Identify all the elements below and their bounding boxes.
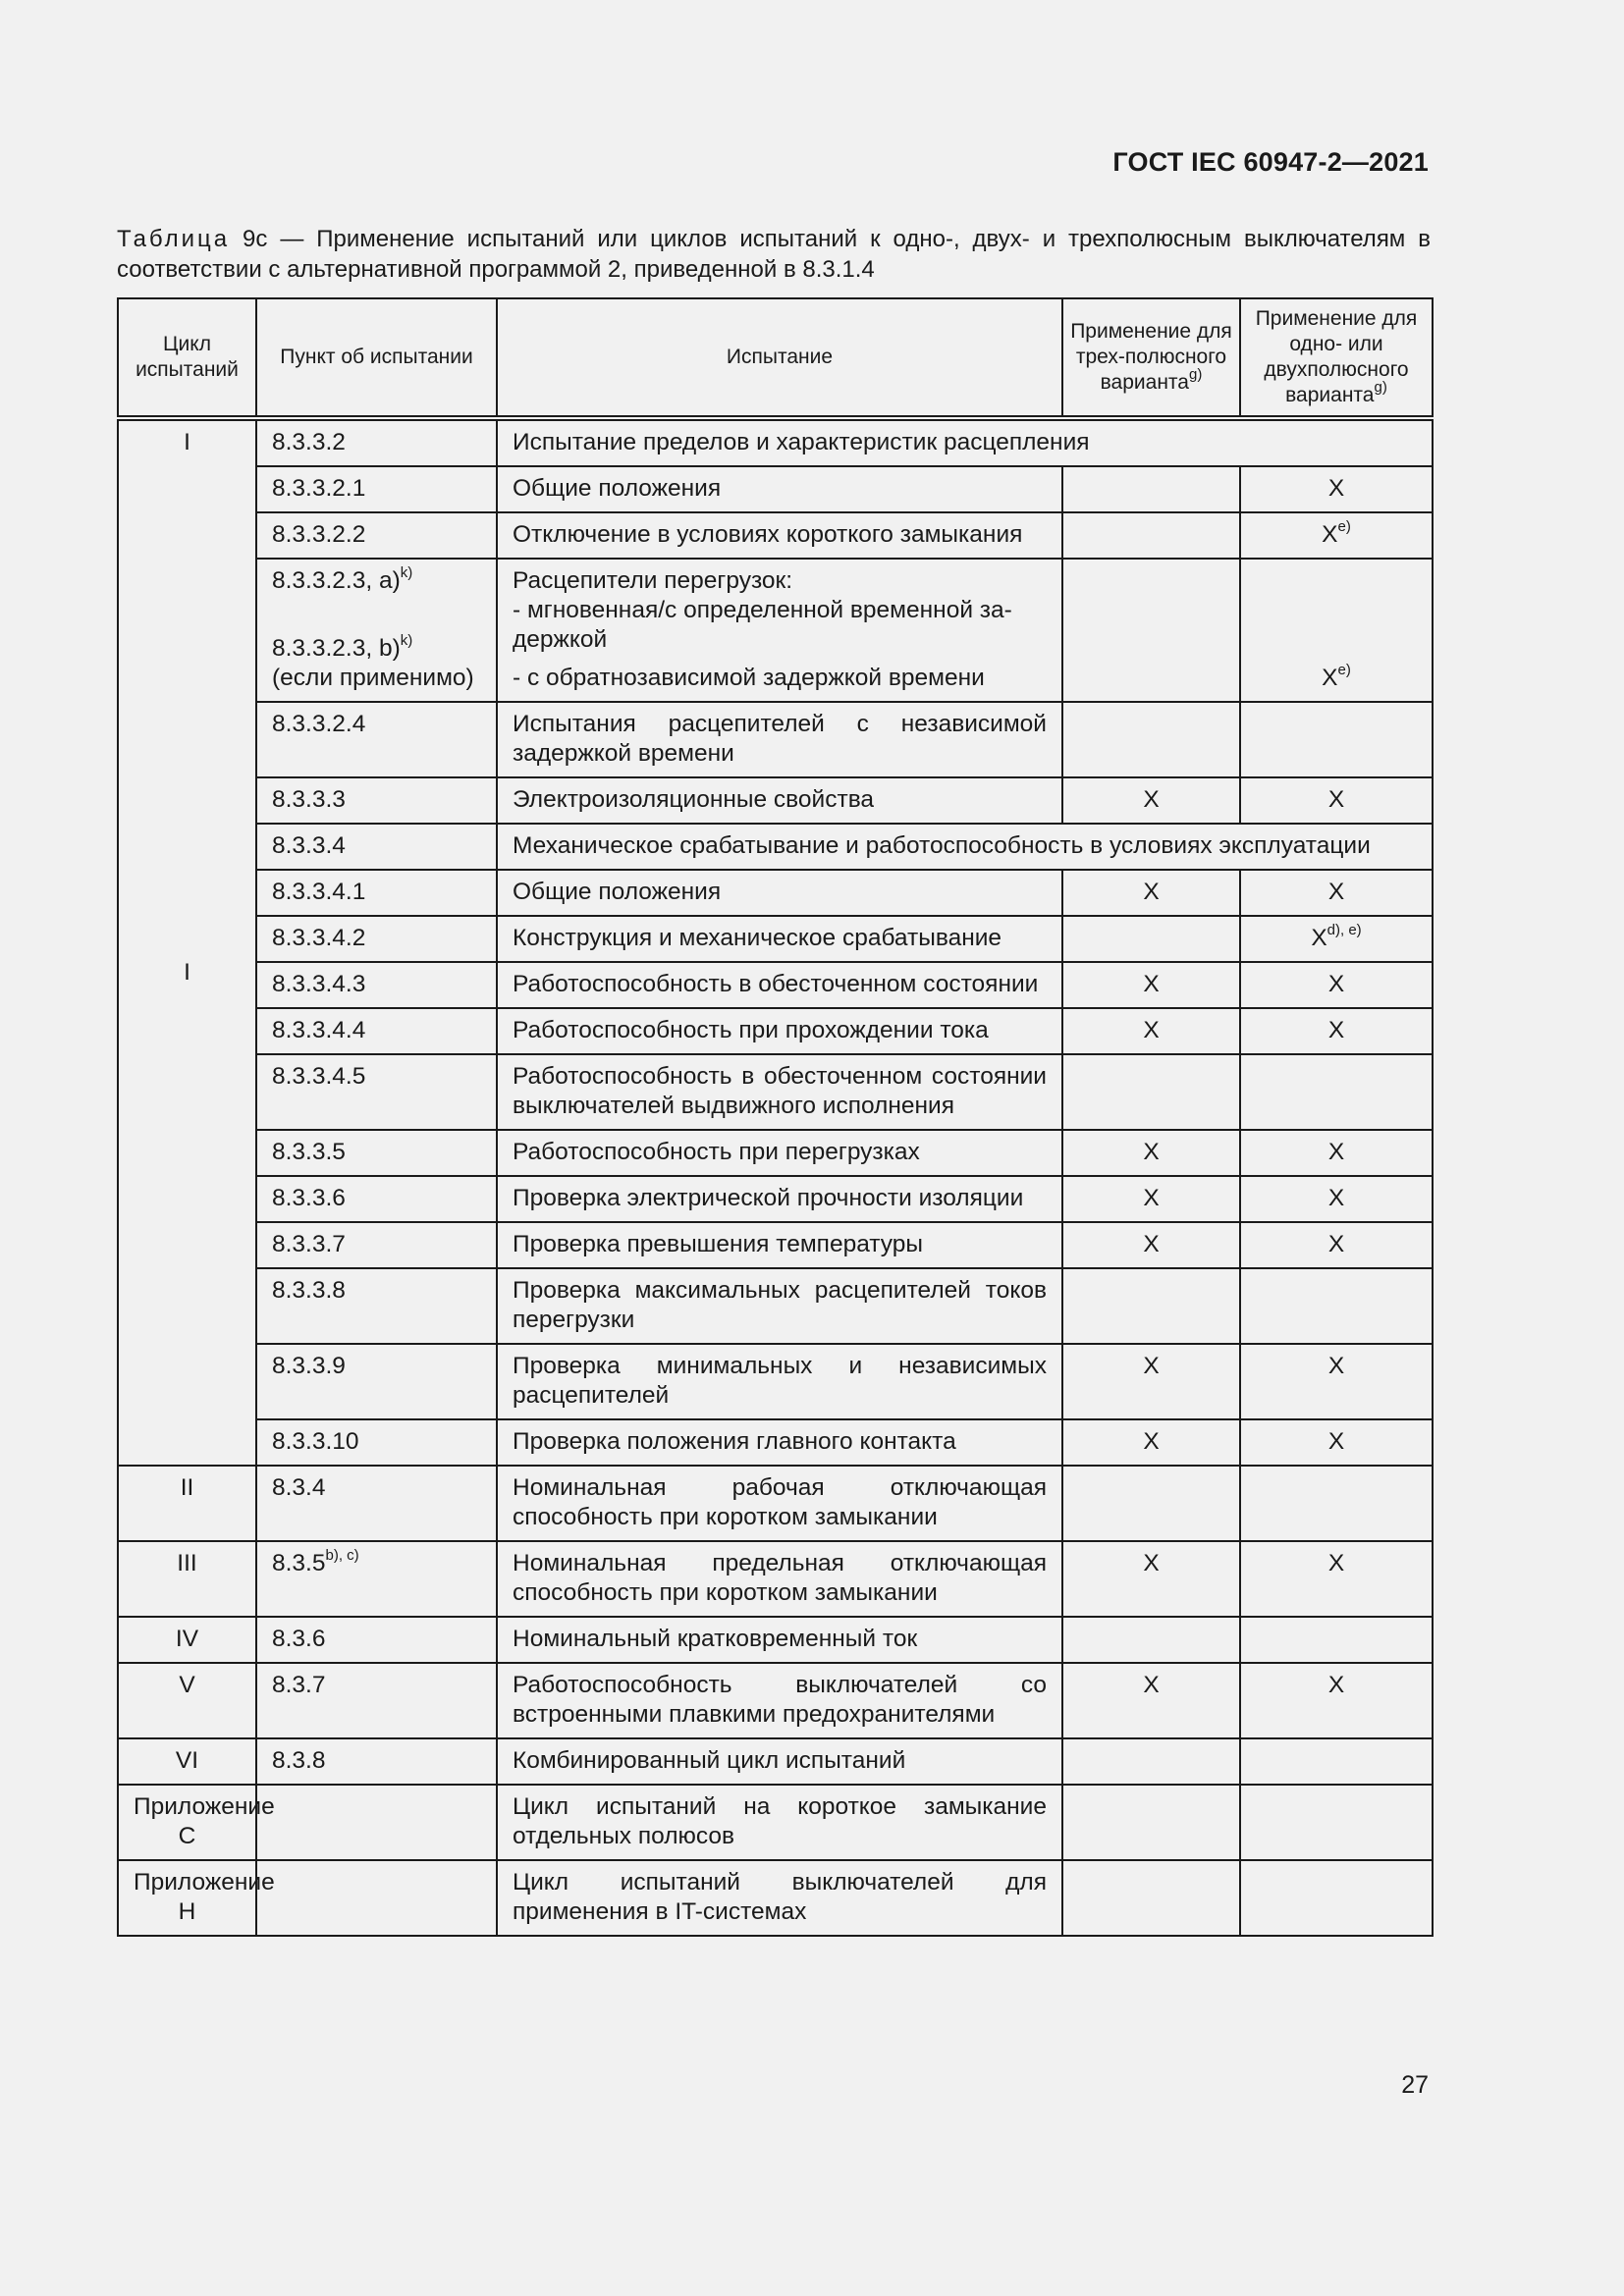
test-cell: Номинальная предельная отключающая способность при коротком замыкании bbox=[497, 1541, 1062, 1617]
footnote-ref: e) bbox=[1337, 661, 1351, 678]
table-row bbox=[118, 1541, 1433, 1617]
clause-cell: 8.3.3.8 bbox=[256, 1268, 497, 1344]
cycle-cell: IV bbox=[118, 1617, 256, 1663]
test-cell bbox=[497, 559, 1062, 702]
footnote-ref: k) bbox=[400, 631, 413, 649]
test-line: Расцепители перегрузок: bbox=[513, 567, 793, 594]
three-pole-cell: X bbox=[1062, 1130, 1240, 1176]
mark-x: X bbox=[1322, 665, 1338, 691]
table-row bbox=[118, 1008, 1433, 1054]
clause-cell: 8.3.3.6 bbox=[256, 1176, 497, 1222]
clause-cell bbox=[256, 559, 497, 702]
one-two-pole-cell: X bbox=[1240, 1541, 1433, 1617]
one-two-pole-cell: X bbox=[1240, 1419, 1433, 1466]
table-row bbox=[118, 512, 1433, 559]
test-line: - мгновенная/с определенной временной за- bbox=[513, 597, 1012, 623]
cycle-cell: II bbox=[118, 1466, 256, 1541]
document-id: ГОСТ IEC 60947-2—2021 bbox=[1112, 147, 1429, 177]
clause-cell bbox=[256, 1860, 497, 1936]
three-pole-cell bbox=[1062, 512, 1240, 559]
test-cell: Работоспособность в обесточенном состоянии bbox=[497, 962, 1062, 1008]
test-cell: Работоспособность в обесточенном состоянии выключателей выдвижного исполнения bbox=[497, 1054, 1062, 1130]
one-two-pole-cell: X bbox=[1240, 1176, 1433, 1222]
test-cell: Общие положения bbox=[497, 466, 1062, 512]
clause-cell: 8.3.3.5 bbox=[256, 1130, 497, 1176]
three-pole-cell bbox=[1062, 1617, 1240, 1663]
table-header-row bbox=[118, 298, 1433, 418]
clause-cell: 8.3.3.4.1 bbox=[256, 870, 497, 916]
test-cell: Цикл испытаний на короткое замыкание отдельных полюсов bbox=[497, 1785, 1062, 1860]
test-cell: Комбинированный цикл испытаний bbox=[497, 1738, 1062, 1785]
header-one-two-pole-text: Применение для одно- или двухполюсного варианта bbox=[1255, 307, 1418, 406]
test-cell: Испытание пределов и характеристик расцепления bbox=[497, 418, 1433, 466]
test-cell: Механическое срабатывание и работоспособность в условиях эксплуатации bbox=[497, 824, 1433, 870]
table-row bbox=[118, 1054, 1433, 1130]
caption-prefix: Таблица bbox=[117, 226, 231, 252]
clause-cell: 8.3.4 bbox=[256, 1466, 497, 1541]
three-pole-cell bbox=[1062, 1738, 1240, 1785]
cycle-cell: Приложение С bbox=[118, 1785, 256, 1860]
clause-text: 8.3.3.2.3, a) bbox=[272, 567, 401, 594]
one-two-pole-cell bbox=[1240, 1268, 1433, 1344]
test-cell: Конструкция и механическое срабатывание bbox=[497, 916, 1062, 962]
table-row bbox=[118, 418, 1433, 466]
cycle-label: I bbox=[184, 959, 190, 986]
test-line: - с обратнозависимой задержкой времени bbox=[513, 665, 985, 691]
table-row bbox=[118, 1222, 1433, 1268]
table-row bbox=[118, 870, 1433, 916]
table-row bbox=[118, 1466, 1433, 1541]
mark-x: X bbox=[1322, 521, 1338, 548]
cycle-cell: III bbox=[118, 1541, 256, 1617]
header-one-two-pole bbox=[1240, 298, 1433, 418]
footnote-ref: e) bbox=[1337, 517, 1351, 535]
clause-cell: 8.3.3.10 bbox=[256, 1419, 497, 1466]
one-two-pole-cell: X bbox=[1240, 777, 1433, 824]
cycle-cell: V bbox=[118, 1663, 256, 1738]
one-two-pole-cell bbox=[1240, 1860, 1433, 1936]
one-two-pole-cell bbox=[1240, 1785, 1433, 1860]
header-clause: Пункт об испытании bbox=[256, 298, 497, 418]
three-pole-cell: X bbox=[1062, 1222, 1240, 1268]
three-pole-cell bbox=[1062, 916, 1240, 962]
three-pole-cell: X bbox=[1062, 777, 1240, 824]
footnote-ref: b), c) bbox=[325, 1546, 359, 1564]
table-row bbox=[118, 1344, 1433, 1419]
header-test: Испытание bbox=[497, 298, 1062, 418]
test-cell: Проверка электрической прочности изоляции bbox=[497, 1176, 1062, 1222]
footnote-ref: d), e) bbox=[1326, 921, 1362, 938]
clause-cell: 8.3.6 bbox=[256, 1617, 497, 1663]
table-row bbox=[118, 1617, 1433, 1663]
test-cell: Проверка положения главного контакта bbox=[497, 1419, 1062, 1466]
three-pole-cell bbox=[1062, 1466, 1240, 1541]
clause-cell: 8.3.3.4.3 bbox=[256, 962, 497, 1008]
table-caption bbox=[117, 224, 1431, 285]
three-pole-cell bbox=[1062, 1860, 1240, 1936]
test-cell: Электроизоляционные свойства bbox=[497, 777, 1062, 824]
table-row bbox=[118, 777, 1433, 824]
one-two-pole-cell: X bbox=[1240, 1663, 1433, 1738]
clause-cell: 8.3.3.2.2 bbox=[256, 512, 497, 559]
clause-cell bbox=[256, 1541, 497, 1617]
clause-cell: 8.3.3.4.5 bbox=[256, 1054, 497, 1130]
header-three-pole-sup: g) bbox=[1189, 366, 1203, 383]
three-pole-cell bbox=[1062, 559, 1240, 702]
test-cell: Номинальная рабочая отключающая способность при коротком замыкании bbox=[497, 1466, 1062, 1541]
three-pole-cell: X bbox=[1062, 1176, 1240, 1222]
one-two-pole-cell bbox=[1240, 1466, 1433, 1541]
footnote-ref: k) bbox=[400, 563, 413, 581]
clause-cell: 8.3.8 bbox=[256, 1738, 497, 1785]
clause-cell: 8.3.3.4.2 bbox=[256, 916, 497, 962]
caption-text: 9с — Применение испытаний или циклов испытаний к одно-, двух- и трехполюсным выключателям в соответствии с альтернативной программой 2, приведенной в 8.3.1.4 bbox=[117, 226, 1431, 283]
test-cell: Работоспособность выключателей со встроенными плавкими предохранителями bbox=[497, 1663, 1062, 1738]
test-cell: Проверка максимальных расцепителей токов перегрузки bbox=[497, 1268, 1062, 1344]
three-pole-cell: X bbox=[1062, 1663, 1240, 1738]
test-cell: Цикл испытаний выключателей для применения в IT-системах bbox=[497, 1860, 1062, 1936]
header-cycle: Цикл испытаний bbox=[118, 298, 256, 418]
test-cell: Работоспособность при перегрузках bbox=[497, 1130, 1062, 1176]
table-row bbox=[118, 1130, 1433, 1176]
test-cell: Проверка превышения температуры bbox=[497, 1222, 1062, 1268]
clause-note: (если применимо) bbox=[272, 665, 474, 691]
one-two-pole-cell bbox=[1240, 1738, 1433, 1785]
header-one-two-pole-sup: g) bbox=[1374, 379, 1387, 396]
header-three-pole bbox=[1062, 298, 1240, 418]
three-pole-cell bbox=[1062, 702, 1240, 777]
table-row bbox=[118, 1785, 1433, 1860]
test-cell: Общие положения bbox=[497, 870, 1062, 916]
clause-cell bbox=[256, 1785, 497, 1860]
clause-cell: 8.3.3.7 bbox=[256, 1222, 497, 1268]
table-row bbox=[118, 559, 1433, 702]
test-line: держкой bbox=[513, 626, 608, 653]
table-row bbox=[118, 1738, 1433, 1785]
table-row bbox=[118, 916, 1433, 962]
one-two-pole-cell bbox=[1240, 512, 1433, 559]
clause-text: 8.3.3.2.3, b) bbox=[272, 635, 401, 662]
test-cell: Проверка минимальных и независимых расцепителей bbox=[497, 1344, 1062, 1419]
clause-cell: 8.3.3.2 bbox=[256, 418, 497, 466]
one-two-pole-cell: X bbox=[1240, 1130, 1433, 1176]
cycle-cell: Приложение Н bbox=[118, 1860, 256, 1936]
table-row bbox=[118, 1419, 1433, 1466]
clause-cell: 8.3.3.2.4 bbox=[256, 702, 497, 777]
one-two-pole-cell: X bbox=[1240, 1008, 1433, 1054]
one-two-pole-cell bbox=[1240, 1054, 1433, 1130]
one-two-pole-cell: X bbox=[1240, 870, 1433, 916]
one-two-pole-cell: X bbox=[1240, 1222, 1433, 1268]
table-row bbox=[118, 824, 1433, 870]
three-pole-cell bbox=[1062, 1785, 1240, 1860]
clause-cell: 8.3.3.9 bbox=[256, 1344, 497, 1419]
table-row bbox=[118, 702, 1433, 777]
cycle-cell bbox=[118, 418, 256, 1466]
clause-cell: 8.3.3.4.4 bbox=[256, 1008, 497, 1054]
clause-cell: 8.3.3.3 bbox=[256, 777, 497, 824]
three-pole-cell: X bbox=[1062, 962, 1240, 1008]
three-pole-cell: X bbox=[1062, 1541, 1240, 1617]
three-pole-cell bbox=[1062, 1054, 1240, 1130]
clause-text: 8.3.5 bbox=[272, 1550, 326, 1576]
three-pole-cell: X bbox=[1062, 870, 1240, 916]
test-cell: Отключение в условиях короткого замыкания bbox=[497, 512, 1062, 559]
one-two-pole-cell bbox=[1240, 1617, 1433, 1663]
table-row bbox=[118, 1663, 1433, 1738]
three-pole-cell: X bbox=[1062, 1344, 1240, 1419]
tests-table bbox=[117, 297, 1434, 1937]
test-cell: Работоспособность при прохождении тока bbox=[497, 1008, 1062, 1054]
test-cell: Испытания расцепителей с независимой задержкой времени bbox=[497, 702, 1062, 777]
clause-cell: 8.3.7 bbox=[256, 1663, 497, 1738]
one-two-pole-cell bbox=[1240, 702, 1433, 777]
clause-cell: 8.3.3.2.1 bbox=[256, 466, 497, 512]
table-row bbox=[118, 962, 1433, 1008]
table-row bbox=[118, 1860, 1433, 1936]
cycle-label: I bbox=[184, 429, 190, 455]
one-two-pole-cell bbox=[1240, 916, 1433, 962]
header-three-pole-text: Применение для трех-полюсного варианта bbox=[1070, 320, 1232, 394]
three-pole-cell: X bbox=[1062, 1008, 1240, 1054]
test-cell: Номинальный кратковременный ток bbox=[497, 1617, 1062, 1663]
table-row bbox=[118, 1176, 1433, 1222]
three-pole-cell: X bbox=[1062, 1419, 1240, 1466]
one-two-pole-cell bbox=[1240, 559, 1433, 702]
table-row bbox=[118, 466, 1433, 512]
one-two-pole-cell: X bbox=[1240, 466, 1433, 512]
page-number: 27 bbox=[1401, 2071, 1429, 2099]
three-pole-cell bbox=[1062, 1268, 1240, 1344]
cycle-cell: VI bbox=[118, 1738, 256, 1785]
one-two-pole-cell: X bbox=[1240, 962, 1433, 1008]
table-row bbox=[118, 1268, 1433, 1344]
three-pole-cell bbox=[1062, 466, 1240, 512]
mark-x: X bbox=[1311, 925, 1327, 951]
one-two-pole-cell: X bbox=[1240, 1344, 1433, 1419]
clause-cell: 8.3.3.4 bbox=[256, 824, 497, 870]
